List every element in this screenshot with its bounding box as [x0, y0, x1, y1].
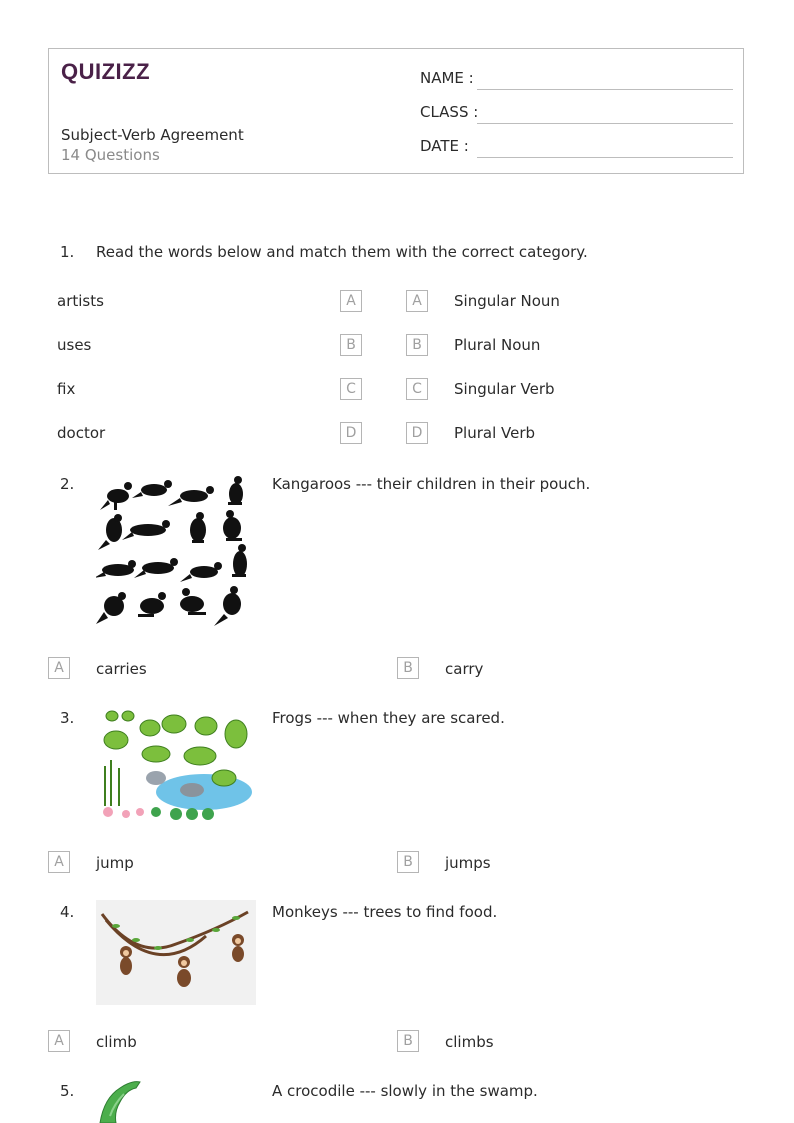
- option-a-box[interactable]: A: [48, 851, 70, 873]
- match-right-box[interactable]: D: [406, 422, 428, 444]
- question-4-prompt: Monkeys --- trees to find food.: [272, 903, 498, 921]
- class-label: CLASS :: [420, 103, 479, 121]
- match-left-box[interactable]: C: [340, 378, 362, 400]
- match-right-box[interactable]: C: [406, 378, 428, 400]
- match-right-item: Singular Noun: [454, 292, 560, 310]
- question-1-number: 1.: [60, 243, 75, 261]
- kangaroo-silhouettes-image: [96, 472, 256, 632]
- question-3-number: 3.: [60, 709, 75, 727]
- match-right-item: Singular Verb: [454, 380, 555, 398]
- option-b-text[interactable]: jumps: [445, 854, 491, 872]
- option-a-text[interactable]: carries: [96, 660, 147, 678]
- option-b-box[interactable]: B: [397, 1030, 419, 1052]
- question-2-number: 2.: [60, 475, 75, 493]
- match-left-item: doctor: [57, 424, 106, 442]
- option-a-box[interactable]: A: [48, 657, 70, 679]
- match-right-item: Plural Noun: [454, 336, 541, 354]
- option-b-text[interactable]: carry: [445, 660, 484, 678]
- quizizz-logo: QUIZIZZ: [61, 59, 151, 84]
- monkeys-vines-image: [96, 900, 256, 1005]
- option-b-box[interactable]: B: [397, 851, 419, 873]
- match-left-box[interactable]: D: [340, 422, 362, 444]
- question-count: 14 Questions: [61, 146, 160, 164]
- match-left-item: artists: [57, 292, 104, 310]
- worksheet-header: [48, 48, 744, 174]
- match-right-box[interactable]: A: [406, 290, 428, 312]
- match-right-box[interactable]: B: [406, 334, 428, 356]
- worksheet-title: Subject-Verb Agreement: [61, 126, 244, 144]
- date-line[interactable]: [477, 157, 733, 158]
- option-a-box[interactable]: A: [48, 1030, 70, 1052]
- name-line[interactable]: [477, 89, 733, 90]
- option-b-box[interactable]: B: [397, 657, 419, 679]
- class-line[interactable]: [477, 123, 733, 124]
- question-5-prompt: A crocodile --- slowly in the swamp.: [272, 1082, 538, 1100]
- match-left-box[interactable]: B: [340, 334, 362, 356]
- question-3-prompt: Frogs --- when they are scared.: [272, 709, 505, 727]
- option-b-text[interactable]: climbs: [445, 1033, 494, 1051]
- question-1-prompt: Read the words below and match them with the correct category.: [96, 243, 588, 261]
- date-label: DATE :: [420, 137, 469, 155]
- name-label: NAME :: [420, 69, 474, 87]
- match-left-box[interactable]: A: [340, 290, 362, 312]
- option-a-text[interactable]: climb: [96, 1033, 137, 1051]
- match-left-item: uses: [57, 336, 92, 354]
- question-4-number: 4.: [60, 903, 75, 921]
- match-left-item: fix: [57, 380, 76, 398]
- frogs-pond-image: [96, 706, 256, 826]
- question-2-prompt: Kangaroos --- their children in their pouch.: [272, 475, 591, 493]
- crocodile-image: [96, 1078, 146, 1123]
- option-a-text[interactable]: jump: [96, 854, 134, 872]
- match-right-item: Plural Verb: [454, 424, 536, 442]
- question-5-number: 5.: [60, 1082, 75, 1100]
